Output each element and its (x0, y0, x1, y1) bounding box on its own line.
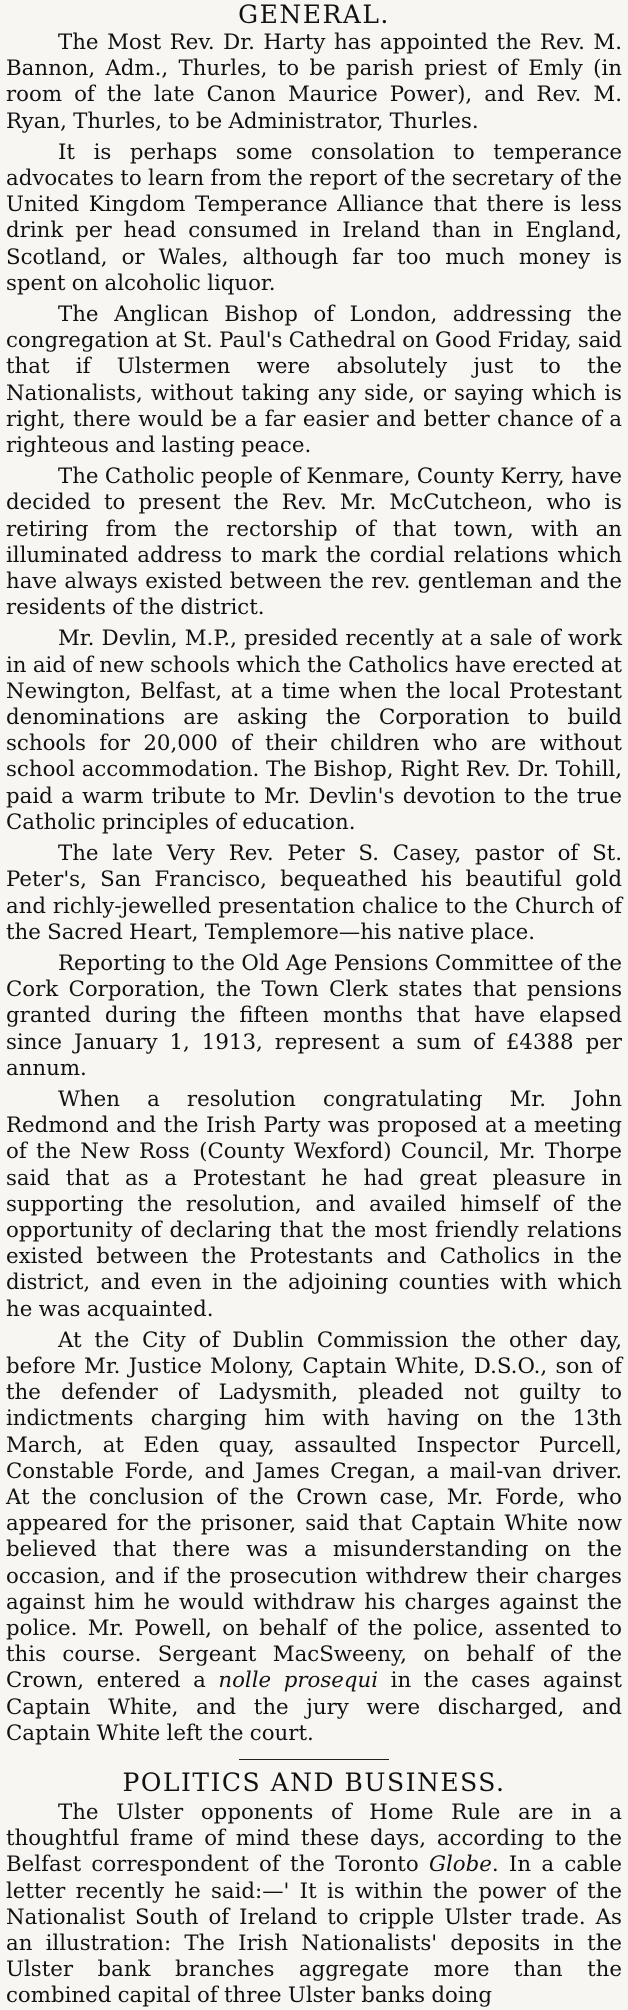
section-title-general: GENERAL. (238, 0, 390, 29)
paragraph-dublin-commission (6, 1328, 622, 1747)
ulster-text-italic: Globe (428, 1852, 492, 1878)
section-divider (239, 1759, 389, 1760)
paragraph-temperance: It is perhaps some consolation to temperance advocates to learn from the report of the secretary of the United Kingdom Temperance Alliance that there is less drink per head consumed in Ireland than in England, Scotland, or Wales, although far too much money is spent on alcoholic liquor. (6, 139, 622, 296)
paragraph-harty-appointment: The Most Rev. Dr. Harty has appointed the Rev. M. Bannon, Adm., Thurles, to be parish priest of Emly (in room of the late Canon Maurice Power), and Rev. M. Ryan, Thurles, to be Administrator, Thurles. (6, 30, 622, 134)
dublin-text-italic: nolle prosequi (218, 1668, 379, 1694)
ulster-text-part-1: The Ulster opponents of Home Rule are in a thoughtful frame of mind these days, according to the Belfast correspondent of the Toronto (6, 1800, 622, 1878)
paragraph-kenmare: The Catholic people of Kenmare, County Kerry, have decided to present the Rev. Mr. McCutcheon, who is retiring from the rectorship of that town, with an illuminated address to mark the cordial relations which have always existed between the rev. gentleman and the residents of the district. (6, 464, 622, 621)
paragraph-casey-chalice: The late Very Rev. Peter S. Casey, pastor of St. Peter's, San Francisco, bequeathed his beautiful gold and richly-jewelled presentation chalice to the Church of the Sacred Heart, Templemore—his native place. (6, 841, 622, 945)
dublin-text-part-1: At the City of Dublin Commission the other day, before Mr. Justice Molony, Captain White, D.S.O., son of the defender of Ladysmith, pleaded not guilty to indictments charging him with having on the 13th March, at Eden quay, assaulted Inspector Purcell, Constable Forde, and James Cregan, a mail-van driver. At the conclusion of the Crown case, Mr. Forde, who appeared for the prisoner, said that Captain White now believed that there was a misunderstanding on the occasion, and if the prosecution withdrew their charges against him he would withdraw his charges against the police. Mr. Powell, on behalf of the police, assented to this course. Sergeant MacSweeny, on behalf of the Crown, entered a (6, 1327, 622, 1694)
dublin-text-part-2: in the cases against Captain White, and the jury were discharged, and Captain White left the court. (6, 1668, 622, 1746)
ulster-text-part-2: . In a cable letter recently he said:—' It is within the power of the Nationalist South of Ireland to cripple Ulster trade. As an illustration: The Irish Nationalists' deposits in the Ulster bank branches aggregate more than the combined capital of three Ulster banks doing (6, 1852, 623, 2009)
paragraph-bishop-london: The Anglican Bishop of London, addressing the congregation at St. Paul's Cathedral on Good Friday, said that if Ulstermen were absolutely just to the Nationalists, without taking any side, or saying which is right, there would be a far easier and better chance of a righteous and lasting peace. (6, 302, 622, 459)
paragraph-ulster-opponents (6, 1800, 622, 2010)
paragraph-new-ross: When a resolution congratulating Mr. John Redmond and the Irish Party was proposed at a meeting of the New Ross (County Wexford) Council, Mr. Thorpe said that as a Protestant he had great pleasure in supporting the resolution, and availed himself of the opportunity of declaring that the most friendly relations existed between the Protestants and Catholics in the district, and even in the adjoining counties with which he was acquainted. (6, 1086, 622, 1322)
section-title-politics: POLITICS AND BUSINESS. (122, 1768, 506, 1797)
paragraph-devlin: Mr. Devlin, M.P., presided recently at a sale of work in aid of new schools which the Catholics have erected at Newington, Belfast, at a time when the local Protestant denominations are asking the Corporation to build schools for 20,000 of their children who are without school accommodation. The Bishop, Right Rev. Dr. Tohill, paid a warm tribute to Mr. Devlin's devotion to the true Catholic principles of education. (6, 626, 622, 835)
paragraph-pensions: Reporting to the Old Age Pensions Committee of the Cork Corporation, the Town Clerk states that pensions granted during the fifteen months that have elapsed since January 1, 1913, represent a sum of £4388 per annum. (6, 950, 622, 1081)
